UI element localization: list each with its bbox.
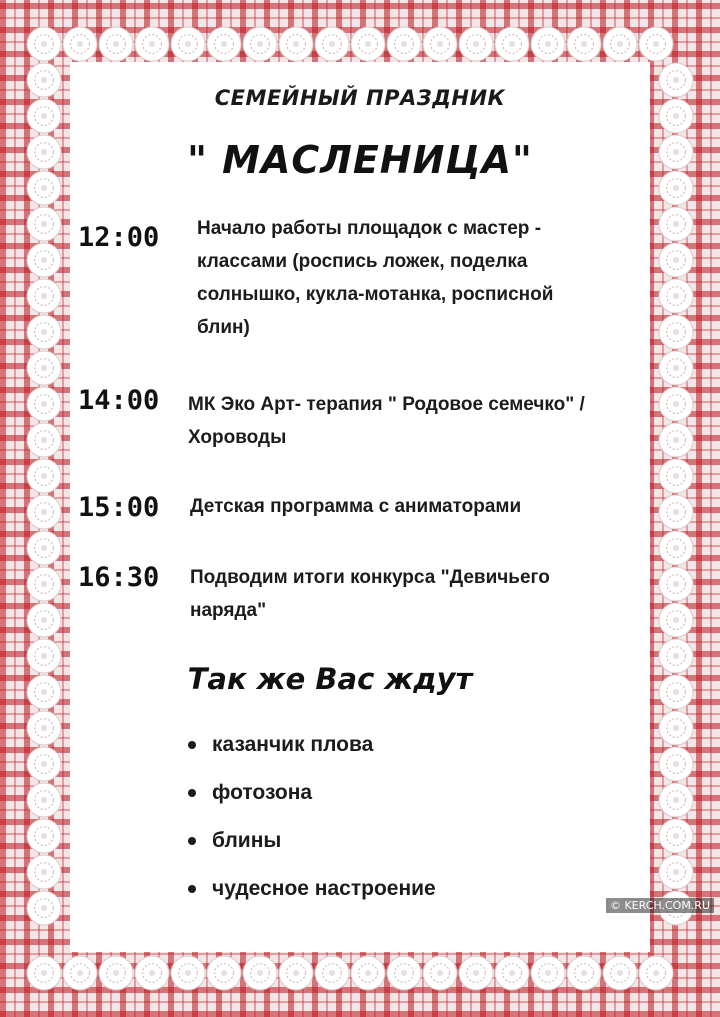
list-item: казанчик плова — [188, 728, 436, 776]
bullet-icon — [188, 741, 196, 749]
list-item: чудесное настроение — [188, 872, 436, 920]
schedule-description: Начало работы площадок с мастер - классами (роспись ложек, поделка солнышко, кукла-мотанка, росписной блин) — [197, 218, 554, 338]
poster-title: " МАСЛЕНИЦА" — [187, 138, 533, 182]
schedule-description: Детская программа с аниматорами — [190, 496, 522, 517]
also-list — [188, 728, 436, 920]
schedule-description: Подводим итоги конкурса "Девичьего наряда" — [190, 567, 550, 621]
watermark: © KERCH.COM.RU — [606, 898, 714, 913]
schedule-description: МК Эко Арт- терапия " Родовое семечко" / Хороводы — [188, 394, 585, 448]
poster-subtitle: СЕМЕЙНЫЙ ПРАЗДНИК — [214, 86, 506, 110]
list-item: фотозона — [188, 776, 436, 824]
list-item: блины — [188, 824, 436, 872]
schedule-time: 14:00 — [78, 385, 160, 416]
schedule-time: 12:00 — [78, 222, 160, 253]
schedule-time: 16:30 — [78, 562, 160, 593]
schedule-time: 15:00 — [78, 492, 160, 523]
bullet-icon — [188, 837, 196, 845]
also-heading: Так же Вас ждут — [187, 662, 473, 696]
bullet-icon — [188, 885, 196, 893]
bullet-icon — [188, 789, 196, 797]
